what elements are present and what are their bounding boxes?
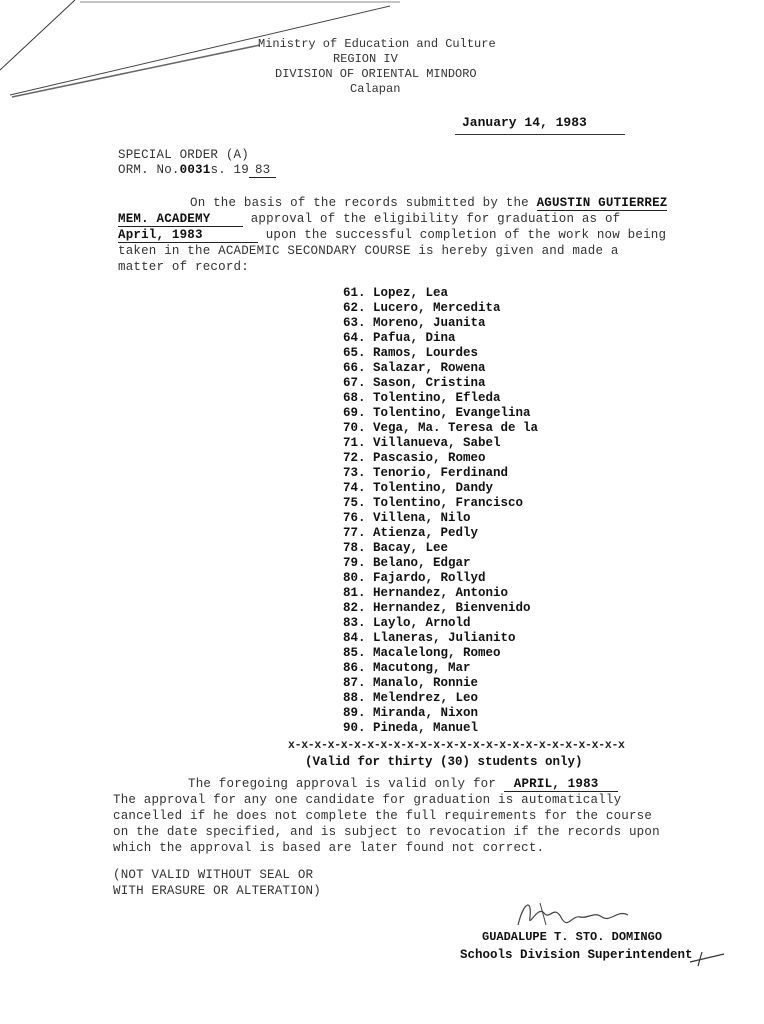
student-number: 80. [343,571,366,585]
intro-line-4: taken in the ACADEMIC SECONDARY COURSE is hereby given and made a [118,244,619,258]
closing-line-4: on the date specified, and is subject to revocation if the records upon [113,825,660,839]
student-row [343,451,538,466]
student-name: Tolentino, Efleda [373,391,501,405]
student-number: 90. [343,721,366,735]
student-name: Laylo, Arnold [373,616,471,630]
student-name: Macutong, Mar [373,661,471,675]
student-number: 67. [343,376,366,390]
student-row [343,646,538,661]
student-number: 75. [343,496,366,510]
intro-line-2 [118,212,620,227]
student-name: Atienza, Pedly [373,526,479,540]
closing-before: The foregoing approval is valid only for [188,777,497,791]
student-name: Tolentino, Dandy [373,481,494,495]
student-name: Pafua, Dina [373,331,456,345]
student-number: 68. [343,391,366,405]
student-name: Manalo, Ronnie [373,676,479,690]
student-number: 89. [343,706,366,720]
student-row [343,526,538,541]
student-row [343,511,538,526]
intro-p2: upon the successful completion of the work now being [265,228,667,242]
graduation-month: April, 1983 [118,228,258,243]
student-name: Tolentino, Evangelina [373,406,531,420]
student-row [343,466,538,481]
closing-line-2: The approval for any one candidate for graduation is automatically [113,793,622,807]
closing-line-1 [188,777,618,792]
student-number: 73. [343,466,366,480]
student-row [343,301,538,316]
student-number: 66. [343,361,366,375]
signatory-name: GUADALUPE T. STO. DOMINGO [482,930,663,944]
order-prefix: ORM. No. [118,163,180,177]
student-row [343,586,538,601]
student-number: 78. [343,541,366,555]
student-name: Llaneras, Julianito [373,631,516,645]
student-row [343,721,538,736]
student-name: Melendrez, Leo [373,691,479,705]
closing-line-3: cancelled if he does not complete the full requirements for the course [113,809,653,823]
student-row [343,661,538,676]
student-number: 87. [343,676,366,690]
student-number: 69. [343,406,366,420]
student-number: 76. [343,511,366,525]
student-name: Pineda, Manuel [373,721,479,735]
intro-line-5: matter of record: [118,260,249,274]
student-number: 71. [343,436,366,450]
student-number: 72. [343,451,366,465]
student-name: Vega, Ma. Teresa de la [373,421,539,435]
student-name: Miranda, Nixon [373,706,479,720]
student-row [343,706,538,721]
student-number: 62. [343,301,366,315]
division-name: DIVISION OF ORIENTAL MINDORO [275,67,477,81]
student-name: Salazar, Rowena [373,361,486,375]
student-row [343,601,538,616]
student-name: Fajardo, Rollyd [373,571,486,585]
student-row [343,616,538,631]
student-number: 77. [343,526,366,540]
student-row [343,556,538,571]
student-name: Lucero, Mercedita [373,301,501,315]
student-name: Tenorio, Ferdinand [373,466,509,480]
closing-month: APRIL, 1983 [504,777,619,792]
region-name: REGION IV [333,52,398,66]
student-name: Bacay, Lee [373,541,449,555]
order-series-label: s. 19 [210,163,249,177]
student-number: 79. [343,556,366,570]
student-row [343,676,538,691]
ministry-name: Ministry of Education and Culture [258,37,496,51]
student-number: 64. [343,331,366,345]
student-number: 88. [343,691,366,705]
student-row [343,481,538,496]
footnote-line-2: WITH ERASURE OR ALTERATION) [113,884,321,898]
intro-after: approval of the eligibility for graduation as of [250,212,621,226]
handwritten-signature [510,895,640,935]
school-name-part1: AGUSTIN GUTIERREZ [536,196,668,210]
order-number-line [118,163,276,178]
student-number: 82. [343,601,366,615]
valid-note: (Valid for thirty (30) students only) [305,755,583,769]
student-name: Villena, Nilo [373,511,471,525]
student-row [343,436,538,451]
student-row [343,331,538,346]
student-name: Villanueva, Sabel [373,436,501,450]
city-name: Calapan [350,82,401,96]
student-name: Pascasio, Romeo [373,451,486,465]
student-row [343,376,538,391]
student-row [343,406,538,421]
student-number: 81. [343,586,366,600]
student-number: 70. [343,421,366,435]
student-row [343,286,538,301]
intro-line-1 [190,196,667,211]
student-row [343,361,538,376]
student-row [343,571,538,586]
student-number: 84. [343,631,366,645]
document-date: January 14, 1983 [462,115,587,130]
intro-line-3 [118,228,666,243]
footnote-line-1: (NOT VALID WITHOUT SEAL OR [113,868,314,882]
student-row [343,391,538,406]
order-number: 0031 [179,163,211,177]
student-list [343,286,538,736]
student-row [343,421,538,436]
student-row [343,496,538,511]
student-number: 74. [343,481,366,495]
student-number: 86. [343,661,366,675]
student-name: Sason, Cristina [373,376,486,390]
signature-scribble [510,895,640,935]
student-row [343,346,538,361]
order-series-year: 83 [249,163,276,178]
date-underline [455,134,625,135]
student-row [343,631,538,646]
initial-mark [688,948,728,968]
student-number: 65. [343,346,366,360]
signatory-title: Schools Division Superintendent [460,948,693,962]
student-row [343,541,538,556]
student-number: 83. [343,616,366,630]
order-title: SPECIAL ORDER (A) [118,148,249,162]
separator-line: x-x-x-x-x-x-x-x-x-x-x-x-x-x-x-x-x-x-x-x-x-x-x-x-x-x [288,739,625,752]
student-name: Ramos, Lourdes [373,346,479,360]
student-name: Hernandez, Bienvenido [373,601,531,615]
student-number: 63. [343,316,366,330]
school-name-part2: MEM. ACADEMY [118,212,243,227]
student-name: Lopez, Lea [373,286,449,300]
student-name: Tolentino, Francisco [373,496,524,510]
closing-line-5: which the approval is based are later found not correct. [113,841,545,855]
student-number: 61. [343,286,366,300]
student-row [343,691,538,706]
student-row [343,316,538,331]
student-name: Moreno, Juanita [373,316,486,330]
student-number: 85. [343,646,366,660]
student-name: Belano, Edgar [373,556,471,570]
student-name: Macalelong, Romeo [373,646,501,660]
intro-before: On the basis of the records submitted by the [190,196,529,210]
student-name: Hernandez, Antonio [373,586,509,600]
